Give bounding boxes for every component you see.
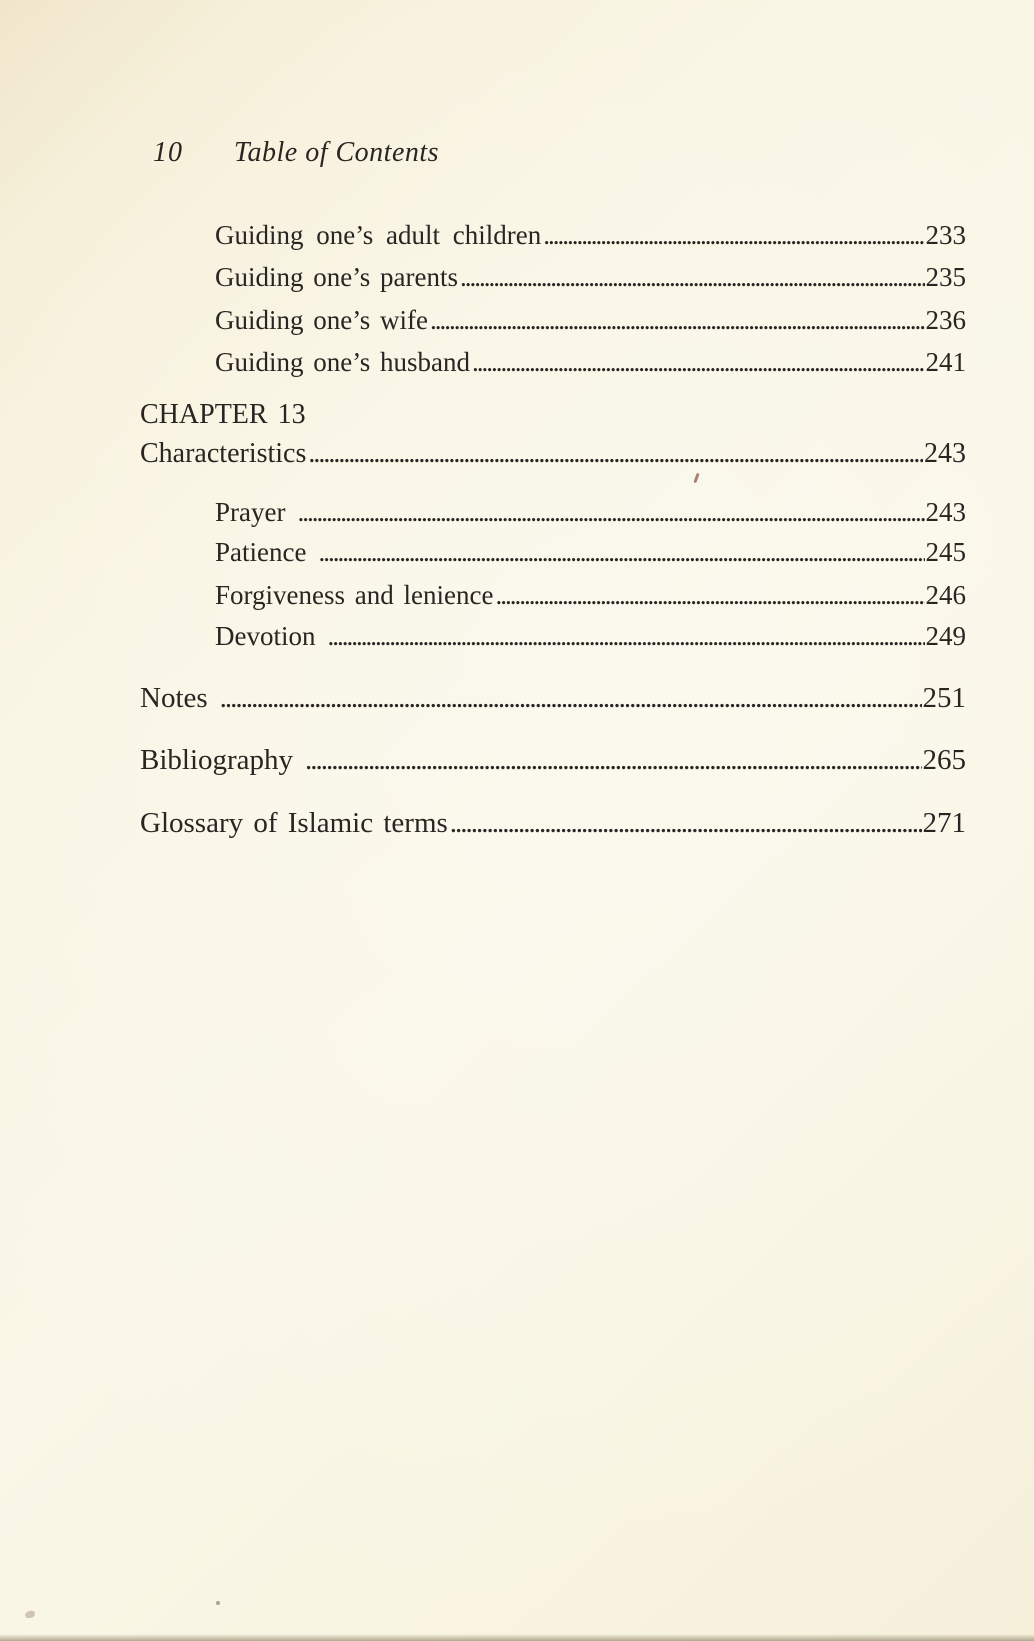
page-edge-shadow <box>0 1634 1034 1641</box>
toc-entry <box>215 499 966 526</box>
dot-leader <box>297 499 924 526</box>
toc-entry-label: Bibliography <box>140 744 294 776</box>
toc-entry-page: 233 <box>925 220 966 250</box>
toc-chapter-heading <box>140 401 966 429</box>
running-head-title: Table of Contents <box>234 137 440 168</box>
dot-leader <box>472 349 925 376</box>
toc-entry-page: 271 <box>922 807 966 839</box>
scan-speck-dot <box>216 1601 220 1605</box>
toc-entry-label: Glossary of Islamic terms <box>140 807 448 839</box>
dot-leader <box>308 440 923 468</box>
toc-entry-page: 246 <box>925 580 966 610</box>
dot-leader <box>305 746 921 775</box>
dot-leader <box>328 623 925 650</box>
dot-leader <box>460 264 925 291</box>
toc-entry-label: Forgiveness and lenience <box>215 580 494 610</box>
toc-entry-page: 241 <box>925 347 966 377</box>
toc-entry-label: Guiding one’s wife <box>215 305 428 335</box>
toc-entry <box>140 440 966 468</box>
folio-page-number: 10 <box>153 137 183 168</box>
toc-entry <box>140 746 966 775</box>
dot-leader <box>543 222 924 249</box>
toc-entry-label: Guiding one’s adult children <box>215 220 542 250</box>
toc-entry <box>215 582 966 609</box>
toc-entry <box>215 307 966 334</box>
toc-entry <box>215 349 966 376</box>
toc-entry <box>140 809 966 838</box>
toc-entry-label: Patience <box>215 537 307 567</box>
toc-entry-label: CHAPTER 13 <box>140 399 306 430</box>
toc-entry-label: Characteristics <box>140 438 307 469</box>
dot-leader <box>430 307 925 334</box>
toc-entry-label: Prayer <box>215 497 286 527</box>
toc-entry-page: 251 <box>922 682 966 714</box>
dot-leader <box>450 809 922 838</box>
dot-leader <box>495 582 924 609</box>
toc-entry <box>215 623 966 650</box>
table-of-contents <box>140 0 966 1000</box>
toc-entry <box>215 222 966 249</box>
toc-entry <box>215 264 966 291</box>
toc-entry-label: Devotion <box>215 621 316 651</box>
toc-entry-label: Notes <box>140 682 208 714</box>
toc-entry-page: 236 <box>925 305 966 335</box>
toc-entry-page: 249 <box>925 621 966 651</box>
toc-entry-label: Guiding one’s parents <box>215 262 458 292</box>
toc-entry-page: 243 <box>925 497 966 527</box>
scan-speck-squiggle <box>24 1610 35 1619</box>
dot-leader <box>318 539 924 566</box>
toc-entry-label: Guiding one’s husband <box>215 347 470 377</box>
toc-entry <box>140 684 966 713</box>
dot-leader <box>220 684 922 713</box>
toc-entry <box>215 539 966 566</box>
toc-entry-page: 265 <box>922 744 966 776</box>
toc-entry-page: 243 <box>924 438 966 469</box>
toc-entry-page: 235 <box>925 262 966 292</box>
toc-entry-page: 245 <box>925 537 966 567</box>
